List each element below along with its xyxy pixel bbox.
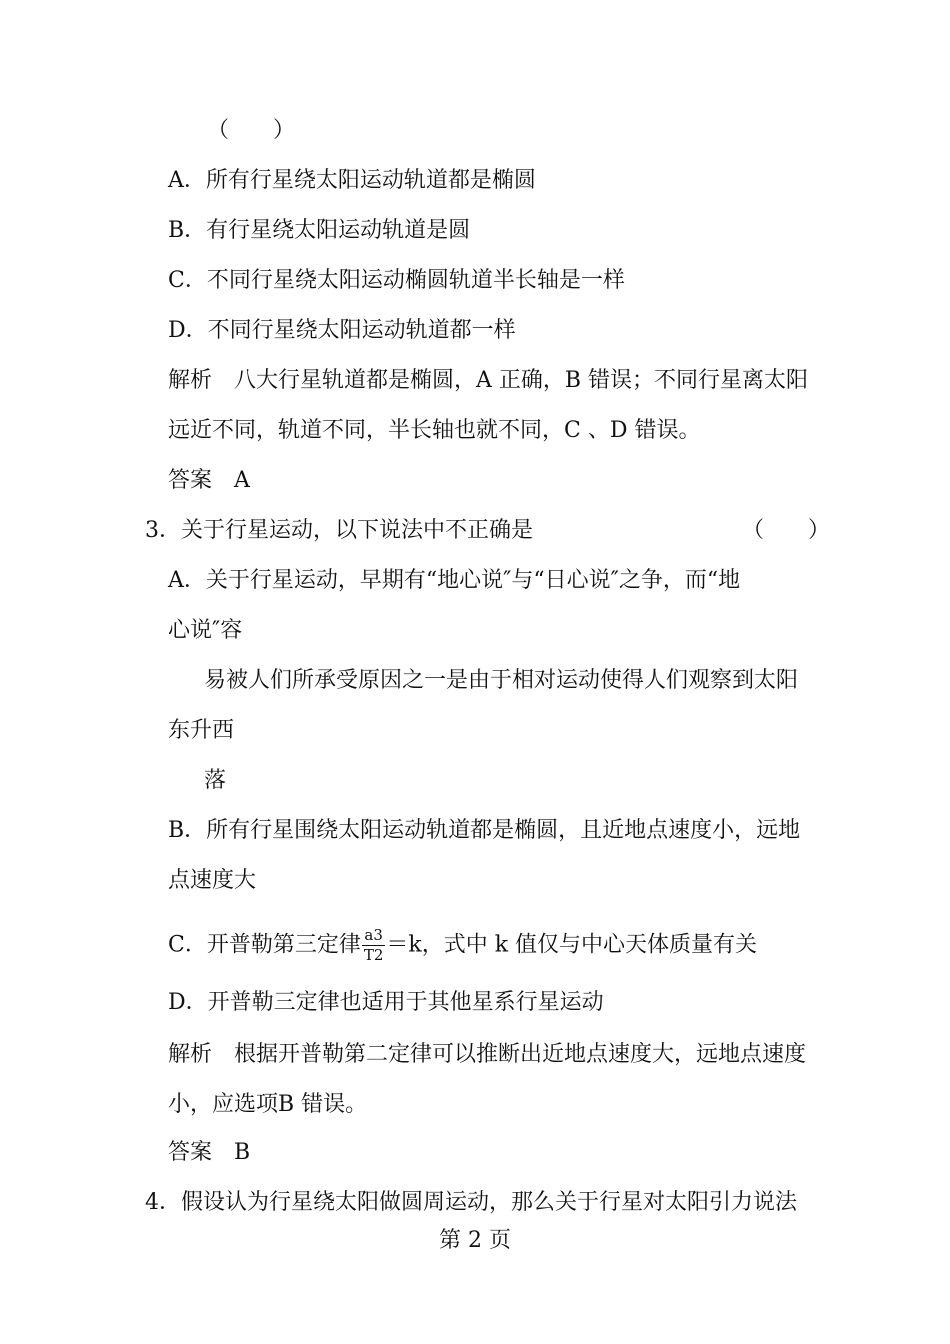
q3-option-a-cont: 东升西 bbox=[168, 718, 235, 743]
fraction-numerator: a3 bbox=[362, 928, 386, 946]
question-4-stem: 4．假设认为行星绕太阳做圆周运动，那么关于行星对太阳引力说法 bbox=[145, 1190, 797, 1215]
q3-explanation-cont: 小，应选项B 错误。 bbox=[168, 1092, 368, 1117]
q3-option-a-cont: 落 bbox=[204, 768, 227, 793]
option-b: B．有行星绕太阳运动轨道是圆 bbox=[168, 218, 471, 243]
option-c: C．不同行星绕太阳运动椭圆轨道半长轴是一样 bbox=[168, 268, 625, 293]
q3-explanation: 解析 根据开普勒第二定律可以推断出近地点速度大，远地点速度 bbox=[168, 1042, 807, 1067]
option-d: D．不同行星绕太阳运动轨道都一样 bbox=[168, 318, 516, 343]
q3-option-c-suffix: ＝k，式中 k 值仅与中心天体质量有关 bbox=[386, 932, 758, 958]
explanation-cont: 远近不同，轨道不同，半长轴也就不同，C 、D 错误。 bbox=[168, 418, 701, 443]
q3-option-c bbox=[168, 928, 757, 963]
q3-option-c-prefix: C．开普勒第三定律 bbox=[168, 932, 361, 958]
q3-option-b-cont: 点速度大 bbox=[168, 868, 257, 893]
answer: 答案 A bbox=[168, 468, 250, 493]
q3-option-a-cont: 心说″容 bbox=[168, 618, 243, 643]
q3-answer: 答案 B bbox=[168, 1140, 251, 1165]
q3-option-a: A．关于行星运动，早期有“地心说″与“日心说″之争，而“地 bbox=[168, 568, 741, 593]
kepler-fraction bbox=[362, 928, 386, 963]
q3-option-a-cont: 易被人们所承受原因之一是由于相对运动使得人们观察到太阳 bbox=[204, 668, 799, 693]
q3-option-b: B．所有行星围绕太阳运动轨道都是椭圆，且近地点速度小，远地 bbox=[168, 818, 801, 843]
q3-option-d: D．开普勒三定律也适用于其他星系行星运动 bbox=[168, 990, 604, 1015]
explanation: 解析 八大行星轨道都是椭圆，A 正确，B 错误；不同行星离太阳 bbox=[168, 368, 809, 393]
question-3-stem: 3．关于行星运动，以下说法中不正确是 bbox=[145, 518, 533, 543]
question-3-bracket: （ ） bbox=[742, 518, 831, 543]
page-number: 第 2 页 bbox=[439, 1228, 511, 1253]
option-a: A．所有行星绕太阳运动轨道都是椭圆 bbox=[168, 168, 536, 193]
fraction-denominator: T2 bbox=[363, 946, 384, 964]
answer-bracket: （ ） bbox=[207, 118, 296, 143]
